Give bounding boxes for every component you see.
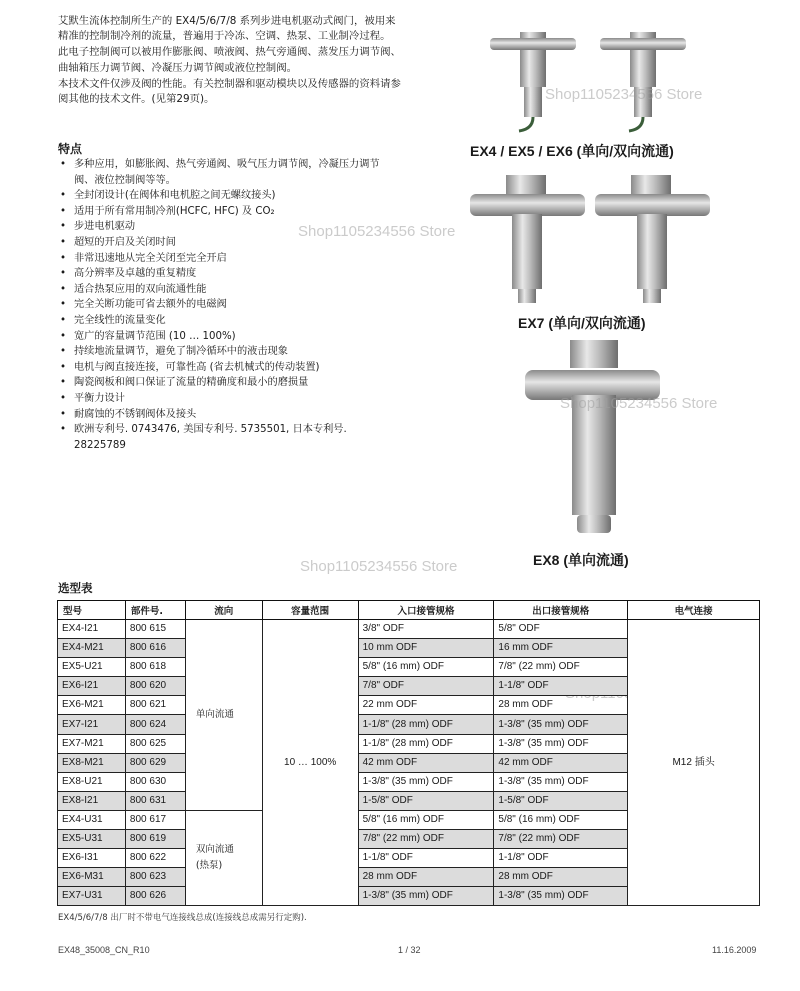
feature-item: • 持续地流量调节，避免了制冷循环中的液击现象 [58, 344, 398, 360]
cell-part: 800 630 [125, 772, 185, 791]
cell-model: EX4-M21 [58, 639, 126, 658]
cell-inlet: 3/8" ODF [358, 620, 494, 639]
feature-item: • 欧洲专利号. 0743476, 美国专利号. 5735501, 日本专利号. 28225789 [58, 422, 398, 453]
cell-inlet: 1-3/8" (35 mm) ODF [358, 772, 494, 791]
cell-inlet: 7/8" ODF [358, 677, 494, 696]
ex7-valve-photo [470, 170, 720, 310]
cell-inlet: 5/8" (16 mm) ODF [358, 658, 494, 677]
feature-item: • 超短的开启及关闭时间 [58, 235, 398, 251]
feature-item: • 全封闭设计(在阀体和电机腔之间无螺纹接头) [58, 188, 398, 204]
feature-item: • 完全关断功能可省去额外的电磁阀 [58, 297, 398, 313]
cell-outlet: 5/8" (16 mm) ODF [494, 810, 628, 829]
intro-paragraph: 艾默生流体控制所生产的 EX4/5/6/7/8 系列步进电机驱动式阀门，被用来精准的控制制冷剂的流量，普遍用于冷冻、空调、热泵、工业制冷过程。 [58, 15, 396, 43]
cell-outlet: 1-3/8" (35 mm) ODF [494, 772, 628, 791]
flow-bi-line1: 双向流通 [195, 844, 234, 856]
cell-outlet: 1-1/8" ODF [494, 849, 628, 868]
features-heading: 特点 [58, 142, 83, 156]
cell-part: 800 624 [125, 715, 185, 734]
cell-part: 800 617 [125, 810, 185, 829]
cell-inlet: 7/8" (22 mm) ODF [358, 830, 494, 849]
selection-table [57, 600, 760, 906]
cell-part: 800 620 [125, 677, 185, 696]
header-model: 型号 [58, 601, 126, 620]
cell-electrical: M12 插头 [628, 620, 760, 906]
header-part-number: 部件号. [125, 601, 185, 620]
cell-outlet: 7/8" (22 mm) ODF [494, 658, 628, 677]
cell-part: 800 622 [125, 849, 185, 868]
feature-item: • 非常迅速地从完全关闭至完全开启 [58, 251, 398, 267]
feature-item: • 高分辨率及卓越的重复精度 [58, 266, 398, 282]
cell-model: EX6-I21 [58, 677, 126, 696]
cell-part: 800 631 [125, 791, 185, 810]
cell-outlet: 7/8" (22 mm) ODF [494, 830, 628, 849]
cell-flow-bi [185, 810, 262, 905]
feature-item: • 陶瓷阀板和阀口保证了流量的精确度和最小的磨损量 [58, 375, 398, 391]
cell-model: EX6-I31 [58, 849, 126, 868]
footer-page-number: 1 / 32 [398, 945, 421, 955]
cell-model: EX8-M21 [58, 753, 126, 772]
cell-model: EX7-U31 [58, 887, 126, 906]
cell-inlet: 5/8" (16 mm) ODF [358, 810, 494, 829]
cell-inlet: 1-1/8" ODF [358, 849, 494, 868]
intro-paragraph: 本技术文件仅涉及阀的性能。有关控制器和驱动模块以及传感器的资料请参阅其他的技术文件。(见第29页)。 [58, 77, 401, 106]
cell-part: 800 621 [125, 696, 185, 715]
cell-inlet: 22 mm ODF [358, 696, 494, 715]
ex7-caption: EX7 (单向/双向流通) [518, 315, 646, 331]
cell-outlet: 1-3/8" (35 mm) ODF [494, 715, 628, 734]
header-outlet: 出口接管规格 [494, 601, 628, 620]
cell-inlet: 1-3/8" (35 mm) ODF [358, 887, 494, 906]
ex4-ex6-valve-photo [490, 12, 720, 137]
header-flow: 流向 [185, 601, 262, 620]
footer-doc-id: EX48_35008_CN_R10 [58, 945, 150, 955]
cell-inlet: 10 mm ODF [358, 639, 494, 658]
feature-item: • 多种应用，如膨胀阀、热气旁通阀、吸气压力调节阀，冷凝压力调节阀、液位控制阀等等。 [58, 157, 398, 188]
cell-model: EX5-U31 [58, 830, 126, 849]
ex456-caption: EX4 / EX5 / EX6 (单向/双向流通) [470, 143, 674, 159]
cell-outlet: 1-3/8" (35 mm) ODF [494, 734, 628, 753]
watermark: Shop1105234556 Store [560, 395, 718, 412]
selection-table-title: 选型表 [58, 581, 93, 595]
cell-outlet: 16 mm ODF [494, 639, 628, 658]
cell-part: 800 625 [125, 734, 185, 753]
cell-part: 800 629 [125, 753, 185, 772]
feature-item: • 平衡力设计 [58, 391, 398, 407]
cell-part: 800 615 [125, 620, 185, 639]
intro-text [58, 14, 403, 108]
feature-item: • 完全线性的流量变化 [58, 313, 398, 329]
cell-outlet: 1-5/8" ODF [494, 791, 628, 810]
cell-capacity: 10 … 100% [262, 620, 358, 906]
cell-inlet: 28 mm ODF [358, 868, 494, 887]
features-list [58, 157, 398, 453]
cell-model: EX6-M31 [58, 868, 126, 887]
table-body [58, 620, 760, 906]
cell-part: 800 618 [125, 658, 185, 677]
feature-item: • 耐腐蚀的不锈钢阀体及接头 [58, 407, 398, 423]
ex8-caption: EX8 (单向流通) [533, 552, 629, 568]
cell-part: 800 619 [125, 830, 185, 849]
cell-flow-uni: 单向流通 [185, 620, 262, 811]
watermark: Shop1105234556 Store [298, 223, 456, 240]
ex8-valve-photo [525, 340, 660, 540]
intro-paragraph: 此电子控制阀可以被用作膨胀阀、喷液阀、热气旁通阀、蒸发压力调节阀、曲轴箱压力调节阀、冷凝压力调节阀或液位控制阀。 [58, 46, 401, 74]
header-electrical: 电气连接 [628, 601, 760, 620]
cell-model: EX8-I21 [58, 791, 126, 810]
cell-outlet: 28 mm ODF [494, 868, 628, 887]
table-row [58, 620, 760, 639]
feature-item: • 电机与阀直接连接，可靠性高 (省去机械式的传动装置) [58, 360, 398, 376]
cell-model: EX4-U31 [58, 810, 126, 829]
footer-date: 11.16.2009 [712, 945, 757, 955]
watermark: Shop1105234556 Store [545, 86, 703, 103]
table-header-row [58, 601, 760, 620]
feature-item: • 适用于所有常用制冷剂(HCFC, HFC) 及 CO₂ [58, 204, 398, 220]
flow-bi-line2: (热泵) [195, 860, 223, 872]
cell-outlet: 1-1/8" ODF [494, 677, 628, 696]
header-inlet: 入口接管规格 [358, 601, 494, 620]
cell-model: EX8-U21 [58, 772, 126, 791]
cell-part: 800 616 [125, 639, 185, 658]
cell-inlet: 1-1/8" (28 mm) ODF [358, 734, 494, 753]
cell-part: 800 626 [125, 887, 185, 906]
cell-outlet: 1-3/8" (35 mm) ODF [494, 887, 628, 906]
cell-inlet: 42 mm ODF [358, 753, 494, 772]
cell-model: EX7-M21 [58, 734, 126, 753]
cell-outlet: 28 mm ODF [494, 696, 628, 715]
cell-inlet: 1-5/8" ODF [358, 791, 494, 810]
cell-inlet: 1-1/8" (28 mm) ODF [358, 715, 494, 734]
cell-model: EX4-I21 [58, 620, 126, 639]
cell-model: EX5-U21 [58, 658, 126, 677]
feature-item: • 步进电机驱动 [58, 219, 398, 235]
feature-item: • 适合热泵应用的双向流通性能 [58, 282, 398, 298]
cell-model: EX7-I21 [58, 715, 126, 734]
cell-outlet: 42 mm ODF [494, 753, 628, 772]
cell-outlet: 5/8" ODF [494, 620, 628, 639]
header-capacity: 容量范围 [262, 601, 358, 620]
table-footnote: EX4/5/6/7/8 出厂时不带电气连接线总成(连接线总成需另行定购). [58, 913, 307, 923]
feature-item: • 宽广的容量调节范围 (10 … 100%) [58, 329, 398, 345]
cell-model: EX6-M21 [58, 696, 126, 715]
cell-part: 800 623 [125, 868, 185, 887]
watermark: Shop1105234556 Store [300, 558, 458, 575]
